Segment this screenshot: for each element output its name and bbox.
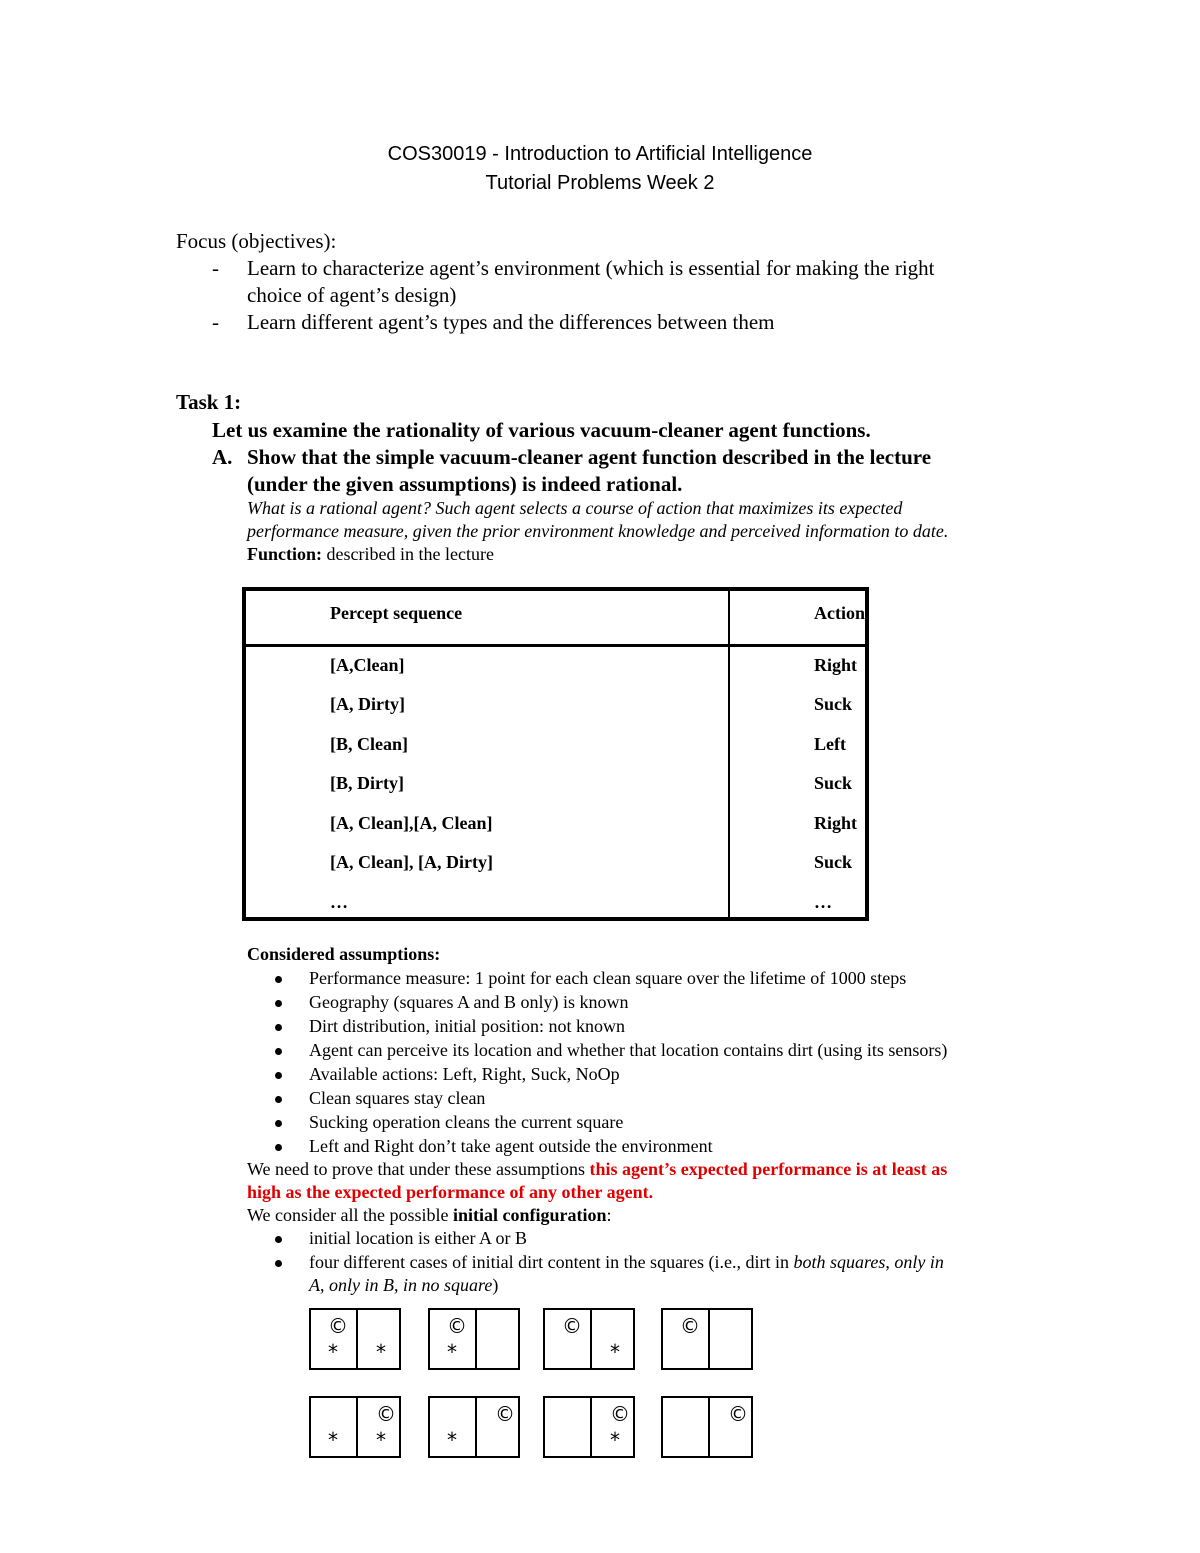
bullet-icon — [275, 1096, 282, 1103]
bullet-icon — [275, 1072, 282, 1079]
dirt-icon: * — [610, 1428, 620, 1452]
task1-intro: Let us examine the rationality of various vacuum-cleaner agent functions. — [212, 418, 871, 442]
config-italic: A — [309, 1275, 320, 1295]
config-item-2-line-2 — [309, 1275, 498, 1296]
part-a-label: A. — [212, 445, 233, 469]
assumption-item: Available actions: Left, Right, Suck, NoOp — [309, 1064, 620, 1084]
action-cell: … — [814, 891, 832, 912]
bullet-icon — [275, 1120, 282, 1127]
percept-cell: [A, Dirty] — [330, 693, 405, 714]
agent-icon: © — [328, 1314, 348, 1338]
proof-line-1-highlight: this agent’s expected performance is at least as — [589, 1159, 948, 1179]
agent-icon: © — [495, 1402, 515, 1426]
agent-icon: © — [376, 1402, 396, 1426]
percept-cell: [A, Clean], [A, Dirty] — [330, 851, 493, 872]
agent-icon: © — [728, 1402, 748, 1426]
table-header-action: Action — [729, 589, 867, 645]
dirt-icon: * — [610, 1340, 620, 1364]
assumptions-heading: Considered assumptions: — [247, 944, 441, 964]
config-text: , — [320, 1275, 329, 1295]
task1-heading: Task 1: — [176, 390, 242, 414]
table-header-row — [244, 589, 867, 645]
focus-item-2: Learn different agent’s types and the differences between them — [247, 310, 775, 334]
action-cell: Suck — [814, 772, 853, 793]
percept-cell: [B, Clean] — [330, 733, 408, 754]
config-italic: only in B — [329, 1275, 394, 1295]
action-cell: Left — [814, 733, 846, 754]
proof-line-3-bold: initial configuration — [453, 1205, 607, 1225]
proof-line-3 — [247, 1205, 612, 1226]
assumption-item: Clean squares stay clean — [309, 1088, 486, 1108]
focus-dash-1: - — [212, 256, 219, 280]
config-text: four different cases of initial dirt content in the squares (i.e., dirt in — [309, 1252, 794, 1272]
focus-dash-2: - — [212, 310, 219, 334]
action-cell: Suck — [814, 851, 853, 872]
function-label: Function: — [247, 544, 323, 564]
dirt-icon: * — [376, 1340, 386, 1364]
proof-line-1 — [247, 1159, 947, 1180]
bullet-icon — [275, 976, 282, 983]
table-header-percept: Percept sequence — [244, 589, 729, 645]
dirt-icon: * — [376, 1428, 386, 1452]
percept-cell: … — [330, 891, 348, 912]
config-grid — [309, 1396, 401, 1458]
config-text: , — [394, 1275, 403, 1295]
assumption-item: Dirt distribution, initial position: not known — [309, 1016, 626, 1036]
bullet-icon — [275, 1144, 282, 1151]
agent-icon: © — [680, 1314, 700, 1338]
assumption-item: Agent can perceive its location and whether that location contains dirt (using its sensors) — [309, 1040, 948, 1060]
percept-cell: [A, Clean],[A, Clean] — [330, 812, 493, 833]
focus-item-1-line-2: choice of agent’s design) — [247, 283, 457, 307]
config-italic: both squares — [793, 1252, 886, 1272]
focus-heading: Focus (objectives): — [176, 229, 337, 253]
config-grid — [543, 1396, 635, 1458]
percept-cell: [B, Dirty] — [330, 772, 404, 793]
assumption-item: Sucking operation cleans the current square — [309, 1112, 624, 1132]
percept-column — [244, 645, 729, 919]
bullet-icon — [275, 1048, 282, 1055]
function-text: described in the lecture — [322, 544, 494, 564]
rational-agent-def-line-2: performance measure, given the prior environment knowledge and perceived information to date. — [247, 521, 949, 541]
config-text: , — [885, 1252, 895, 1272]
agent-icon: © — [562, 1314, 582, 1338]
percept-cell: [A,Clean] — [330, 654, 405, 675]
config-item-2-line-1 — [309, 1252, 944, 1273]
action-column — [729, 645, 867, 919]
proof-line-3-end: : — [606, 1205, 612, 1225]
function-line — [247, 544, 494, 565]
config-italic: only in — [894, 1252, 944, 1272]
rational-agent-def-line-1: What is a rational agent? Such agent selects a course of action that maximizes its expected — [247, 498, 903, 518]
config-grid — [661, 1396, 753, 1458]
bullet-icon — [275, 1260, 282, 1267]
bullet-icon — [275, 1236, 282, 1243]
assumption-item: Geography (squares A and B only) is known — [309, 992, 629, 1012]
part-a-line-2: (under the given assumptions) is indeed rational. — [247, 472, 683, 496]
percept-action-table — [242, 587, 869, 921]
dirt-icon: * — [328, 1340, 338, 1364]
config-item-1: initial location is either A or B — [309, 1228, 527, 1248]
proof-line-3-plain: We consider all the possible — [247, 1205, 453, 1225]
action-cell: Right — [814, 654, 858, 675]
table-body-row — [244, 645, 867, 919]
dirt-icon: * — [328, 1428, 338, 1452]
dirt-icon: * — [447, 1428, 457, 1452]
action-cell: Suck — [814, 693, 853, 714]
proof-line-1-plain: We need to prove that under these assumptions — [247, 1159, 590, 1179]
config-grid — [428, 1396, 520, 1458]
assumption-item: Left and Right don’t take agent outside the environment — [309, 1136, 713, 1156]
document-title: COS30019 - Introduction to Artificial Intelligence — [387, 143, 813, 165]
focus-item-1-line-1: Learn to characterize agent’s environment (which is essential for making the right — [247, 256, 935, 280]
config-grid — [661, 1308, 753, 1370]
config-grid — [428, 1308, 520, 1370]
config-grid — [543, 1308, 635, 1370]
assumption-item: Performance measure: 1 point for each clean square over the lifetime of 1000 steps — [309, 968, 907, 988]
agent-icon: © — [610, 1402, 630, 1426]
config-italic: in no square — [403, 1275, 493, 1295]
proof-line-2-highlight: high as the expected performance of any other agent. — [247, 1182, 654, 1202]
document-subtitle: Tutorial Problems Week 2 — [485, 172, 715, 194]
bullet-icon — [275, 1024, 282, 1031]
action-cell: Right — [814, 812, 858, 833]
part-a-line-1: Show that the simple vacuum-cleaner agent function described in the lecture — [247, 445, 932, 469]
agent-icon: © — [447, 1314, 467, 1338]
config-grid — [309, 1308, 401, 1370]
bullet-icon — [275, 1000, 282, 1007]
dirt-icon: * — [447, 1340, 457, 1364]
config-text: ) — [492, 1275, 499, 1295]
